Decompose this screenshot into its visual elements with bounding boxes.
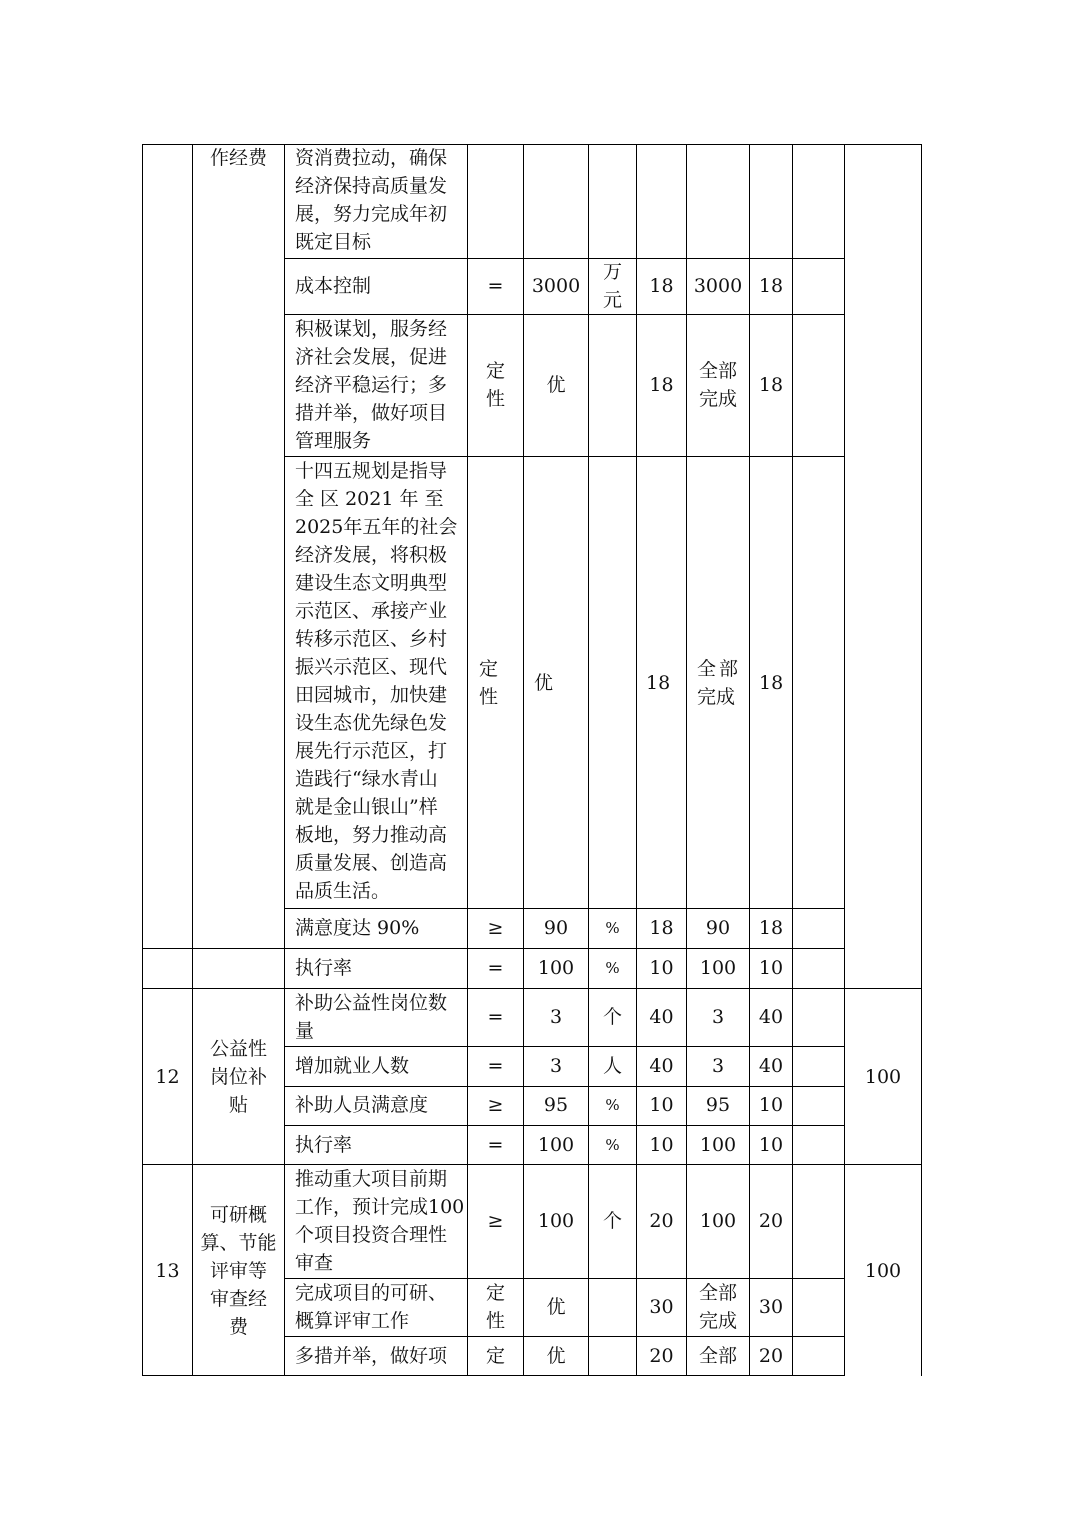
project-name-cont: 作经费 <box>209 147 267 169</box>
row-number-13: 13 <box>155 1260 180 1282</box>
unit-13a: 个 <box>602 1210 622 1232</box>
target-exec1: 100 <box>537 957 575 979</box>
project-name-13-line: 评审等 <box>209 1260 267 1282</box>
indicator-fyp-line: 经济发展，将积极 <box>295 544 448 566</box>
indicator-12c: 补助人员满意度 <box>295 1094 429 1116</box>
indicator-plan-line: 措并举，做好项目 <box>295 402 448 424</box>
col-line <box>192 144 193 1376</box>
weight-exec1: 10 <box>649 957 674 979</box>
score-12b: 40 <box>758 1055 784 1077</box>
op-12d: = <box>487 1134 504 1156</box>
col-line <box>523 144 524 1376</box>
score-13c: 20 <box>758 1345 784 1367</box>
indicator-fyp-line: 板地，努力推动高 <box>295 824 448 846</box>
indicator-cont-line: 经济保持高质量发 <box>295 175 448 197</box>
total-score-12: 100 <box>864 1066 902 1088</box>
actual-fyp-line: 全部 <box>697 658 742 680</box>
unit-exec1: % <box>605 959 620 977</box>
weight-13a: 20 <box>649 1210 674 1232</box>
target-13c: 优 <box>546 1345 566 1367</box>
indicator-fyp-line: 质量发展、创造高 <box>295 852 448 874</box>
indicator-plan-line: 积极谋划，服务经 <box>295 318 448 340</box>
actual-fyp-line: 完成 <box>697 686 736 708</box>
row-line <box>284 1086 845 1087</box>
unit-12a: 个 <box>602 1006 622 1028</box>
actual-plan-line: 完成 <box>698 388 737 410</box>
op-13a: ≥ <box>487 1210 504 1232</box>
indicator-fyp-line: 全 区 2021 年 至 <box>295 488 444 510</box>
op-sat90: ≥ <box>487 917 504 939</box>
indicator-plan-line: 经济平稳运行；多 <box>295 374 448 396</box>
weight-12a: 40 <box>649 1006 674 1028</box>
indicator-12a-line: 补助公益性岗位数 <box>295 992 448 1014</box>
row-line <box>284 258 845 259</box>
col-line <box>636 144 637 1376</box>
project-name-13-line: 算、节能 <box>200 1232 277 1254</box>
indicator-12d: 执行率 <box>295 1134 353 1156</box>
weight-12b: 40 <box>649 1055 674 1077</box>
actual-12d: 100 <box>699 1134 737 1156</box>
col-line <box>686 144 687 1376</box>
op-plan-line: 性 <box>485 388 505 410</box>
actual-12b: 3 <box>711 1055 725 1077</box>
row-line <box>142 1164 922 1165</box>
weight-13b: 30 <box>649 1296 674 1318</box>
indicator-13a-line: 工作，预计完成100 <box>295 1196 465 1218</box>
actual-12a: 3 <box>711 1006 725 1028</box>
target-sat90: 90 <box>543 917 569 939</box>
indicator-fyp-line: 就是金山银山”样 <box>295 796 438 818</box>
op-fyp-line: 性 <box>479 686 499 708</box>
op-13b-line: 定 <box>485 1282 505 1304</box>
project-name-12-line: 公益性 <box>209 1038 267 1060</box>
indicator-fyp-line: 品质生活。 <box>295 880 391 902</box>
actual-sat90: 90 <box>705 917 731 939</box>
indicator-13a-line: 审查 <box>295 1252 334 1274</box>
row-line <box>284 1336 845 1337</box>
actual-13b-line: 完成 <box>698 1310 737 1332</box>
indicator-fyp-line: 造践行“绿水青山 <box>295 768 438 790</box>
actual-plan-line: 全部 <box>698 360 737 382</box>
row-line <box>284 908 845 909</box>
weight-fyp: 18 <box>646 672 671 694</box>
weight-cost: 18 <box>649 275 674 297</box>
score-exec1: 10 <box>758 957 784 979</box>
indicator-13b-line: 概算评审工作 <box>295 1310 410 1332</box>
indicator-cont-line: 既定目标 <box>295 231 372 253</box>
op-plan-line: 定 <box>485 360 505 382</box>
target-12a: 3 <box>549 1006 563 1028</box>
indicator-exec1: 执行率 <box>295 957 353 979</box>
col-line <box>284 144 285 1376</box>
row-number-12: 12 <box>155 1066 180 1088</box>
indicator-fyp-line: 2025年五年的社会 <box>295 516 458 538</box>
project-name-12-line: 岗位补 <box>209 1066 267 1088</box>
weight-12d: 10 <box>649 1134 674 1156</box>
score-13a: 20 <box>758 1210 784 1232</box>
indicator-sat90: 满意度达 90% <box>295 917 420 939</box>
indicator-13c: 多措并举，做好项 <box>295 1345 448 1367</box>
col-line <box>588 144 589 1376</box>
unit-cost-line: 万 <box>602 261 622 283</box>
unit-cost-line: 元 <box>602 289 622 311</box>
col-line <box>749 144 750 1376</box>
project-name-13-line: 可研概 <box>209 1204 267 1226</box>
col-line <box>792 144 793 1376</box>
indicator-fyp-line: 展先行示范区，打 <box>295 740 448 762</box>
weight-plan: 18 <box>649 374 674 396</box>
weight-sat90: 18 <box>649 917 674 939</box>
row-line <box>284 1125 845 1126</box>
unit-12c: % <box>605 1096 620 1114</box>
score-12c: 10 <box>758 1094 784 1116</box>
project-name-13-line: 费 <box>228 1316 248 1338</box>
col-line <box>844 144 845 1376</box>
indicator-fyp-line: 建设生态文明典型 <box>295 572 448 594</box>
indicator-13b-line: 完成项目的可研、 <box>295 1282 448 1304</box>
op-12c: ≥ <box>487 1094 504 1116</box>
target-13a: 100 <box>537 1210 575 1232</box>
unit-12d: % <box>605 1136 620 1154</box>
op-exec1: = <box>487 957 504 979</box>
op-13b-line: 性 <box>485 1310 505 1332</box>
unit-sat90: % <box>605 919 620 937</box>
indicator-plan-line: 管理服务 <box>295 430 372 452</box>
indicator-plan-line: 济社会发展，促进 <box>295 346 448 368</box>
score-fyp: 18 <box>759 672 784 694</box>
actual-12c: 95 <box>705 1094 731 1116</box>
indicator-fyp-line: 转移示范区、乡村 <box>295 628 448 650</box>
score-sat90: 18 <box>758 917 784 939</box>
target-cost: 3000 <box>531 275 581 297</box>
score-cost: 18 <box>758 275 784 297</box>
table-border-right <box>921 144 922 1376</box>
target-13b: 优 <box>546 1296 566 1318</box>
indicator-13a-line: 个项目投资合理性 <box>295 1224 448 1246</box>
indicator-12a-line: 量 <box>295 1020 315 1042</box>
weight-12c: 10 <box>649 1094 674 1116</box>
actual-exec1: 100 <box>699 957 737 979</box>
op-fyp-line: 定 <box>479 658 499 680</box>
table-border-left <box>142 144 143 1376</box>
indicator-cont-line: 展，努力完成年初 <box>295 203 448 225</box>
project-name-12-line: 贴 <box>228 1094 248 1116</box>
score-12a: 40 <box>758 1006 784 1028</box>
actual-13a: 100 <box>699 1210 737 1232</box>
indicator-fyp-line: 振兴示范区、现代 <box>295 656 448 678</box>
target-12d: 100 <box>537 1134 575 1156</box>
score-12d: 10 <box>758 1134 784 1156</box>
row-line <box>284 1046 845 1047</box>
indicator-cont-line: 资消费拉动，确保 <box>295 147 448 169</box>
actual-13c: 全部 <box>698 1345 737 1367</box>
indicator-cost: 成本控制 <box>295 275 372 297</box>
indicator-13a-line: 推动重大项目前期 <box>295 1168 448 1190</box>
target-fyp: 优 <box>534 672 554 694</box>
col-line <box>467 144 468 1376</box>
total-score-13: 100 <box>864 1260 902 1282</box>
indicator-fyp-line: 十四五规划是指导 <box>295 460 448 482</box>
score-13b: 30 <box>758 1296 784 1318</box>
row-line <box>142 988 922 989</box>
indicator-fyp-line: 设生态优先绿色发 <box>295 712 448 734</box>
op-13c: 定 <box>485 1345 505 1367</box>
row-line <box>142 948 845 949</box>
actual-13b-line: 全部 <box>698 1282 737 1304</box>
target-12b: 3 <box>549 1055 563 1077</box>
indicator-12b: 增加就业人数 <box>295 1055 410 1077</box>
target-plan: 优 <box>546 374 566 396</box>
target-12c: 95 <box>543 1094 569 1116</box>
op-12a: = <box>487 1006 504 1028</box>
table-border-bottom <box>142 1375 845 1376</box>
project-name-13-line: 审查经 <box>209 1288 267 1310</box>
op-12b: = <box>487 1055 504 1077</box>
indicator-fyp-line: 示范区、承接产业 <box>295 600 448 622</box>
unit-12b: 人 <box>602 1055 622 1077</box>
op-cost: = <box>487 275 504 297</box>
weight-13c: 20 <box>649 1345 674 1367</box>
score-plan: 18 <box>758 374 784 396</box>
indicator-fyp-line: 田园城市，加快建 <box>295 684 448 706</box>
actual-cost: 3000 <box>693 275 743 297</box>
